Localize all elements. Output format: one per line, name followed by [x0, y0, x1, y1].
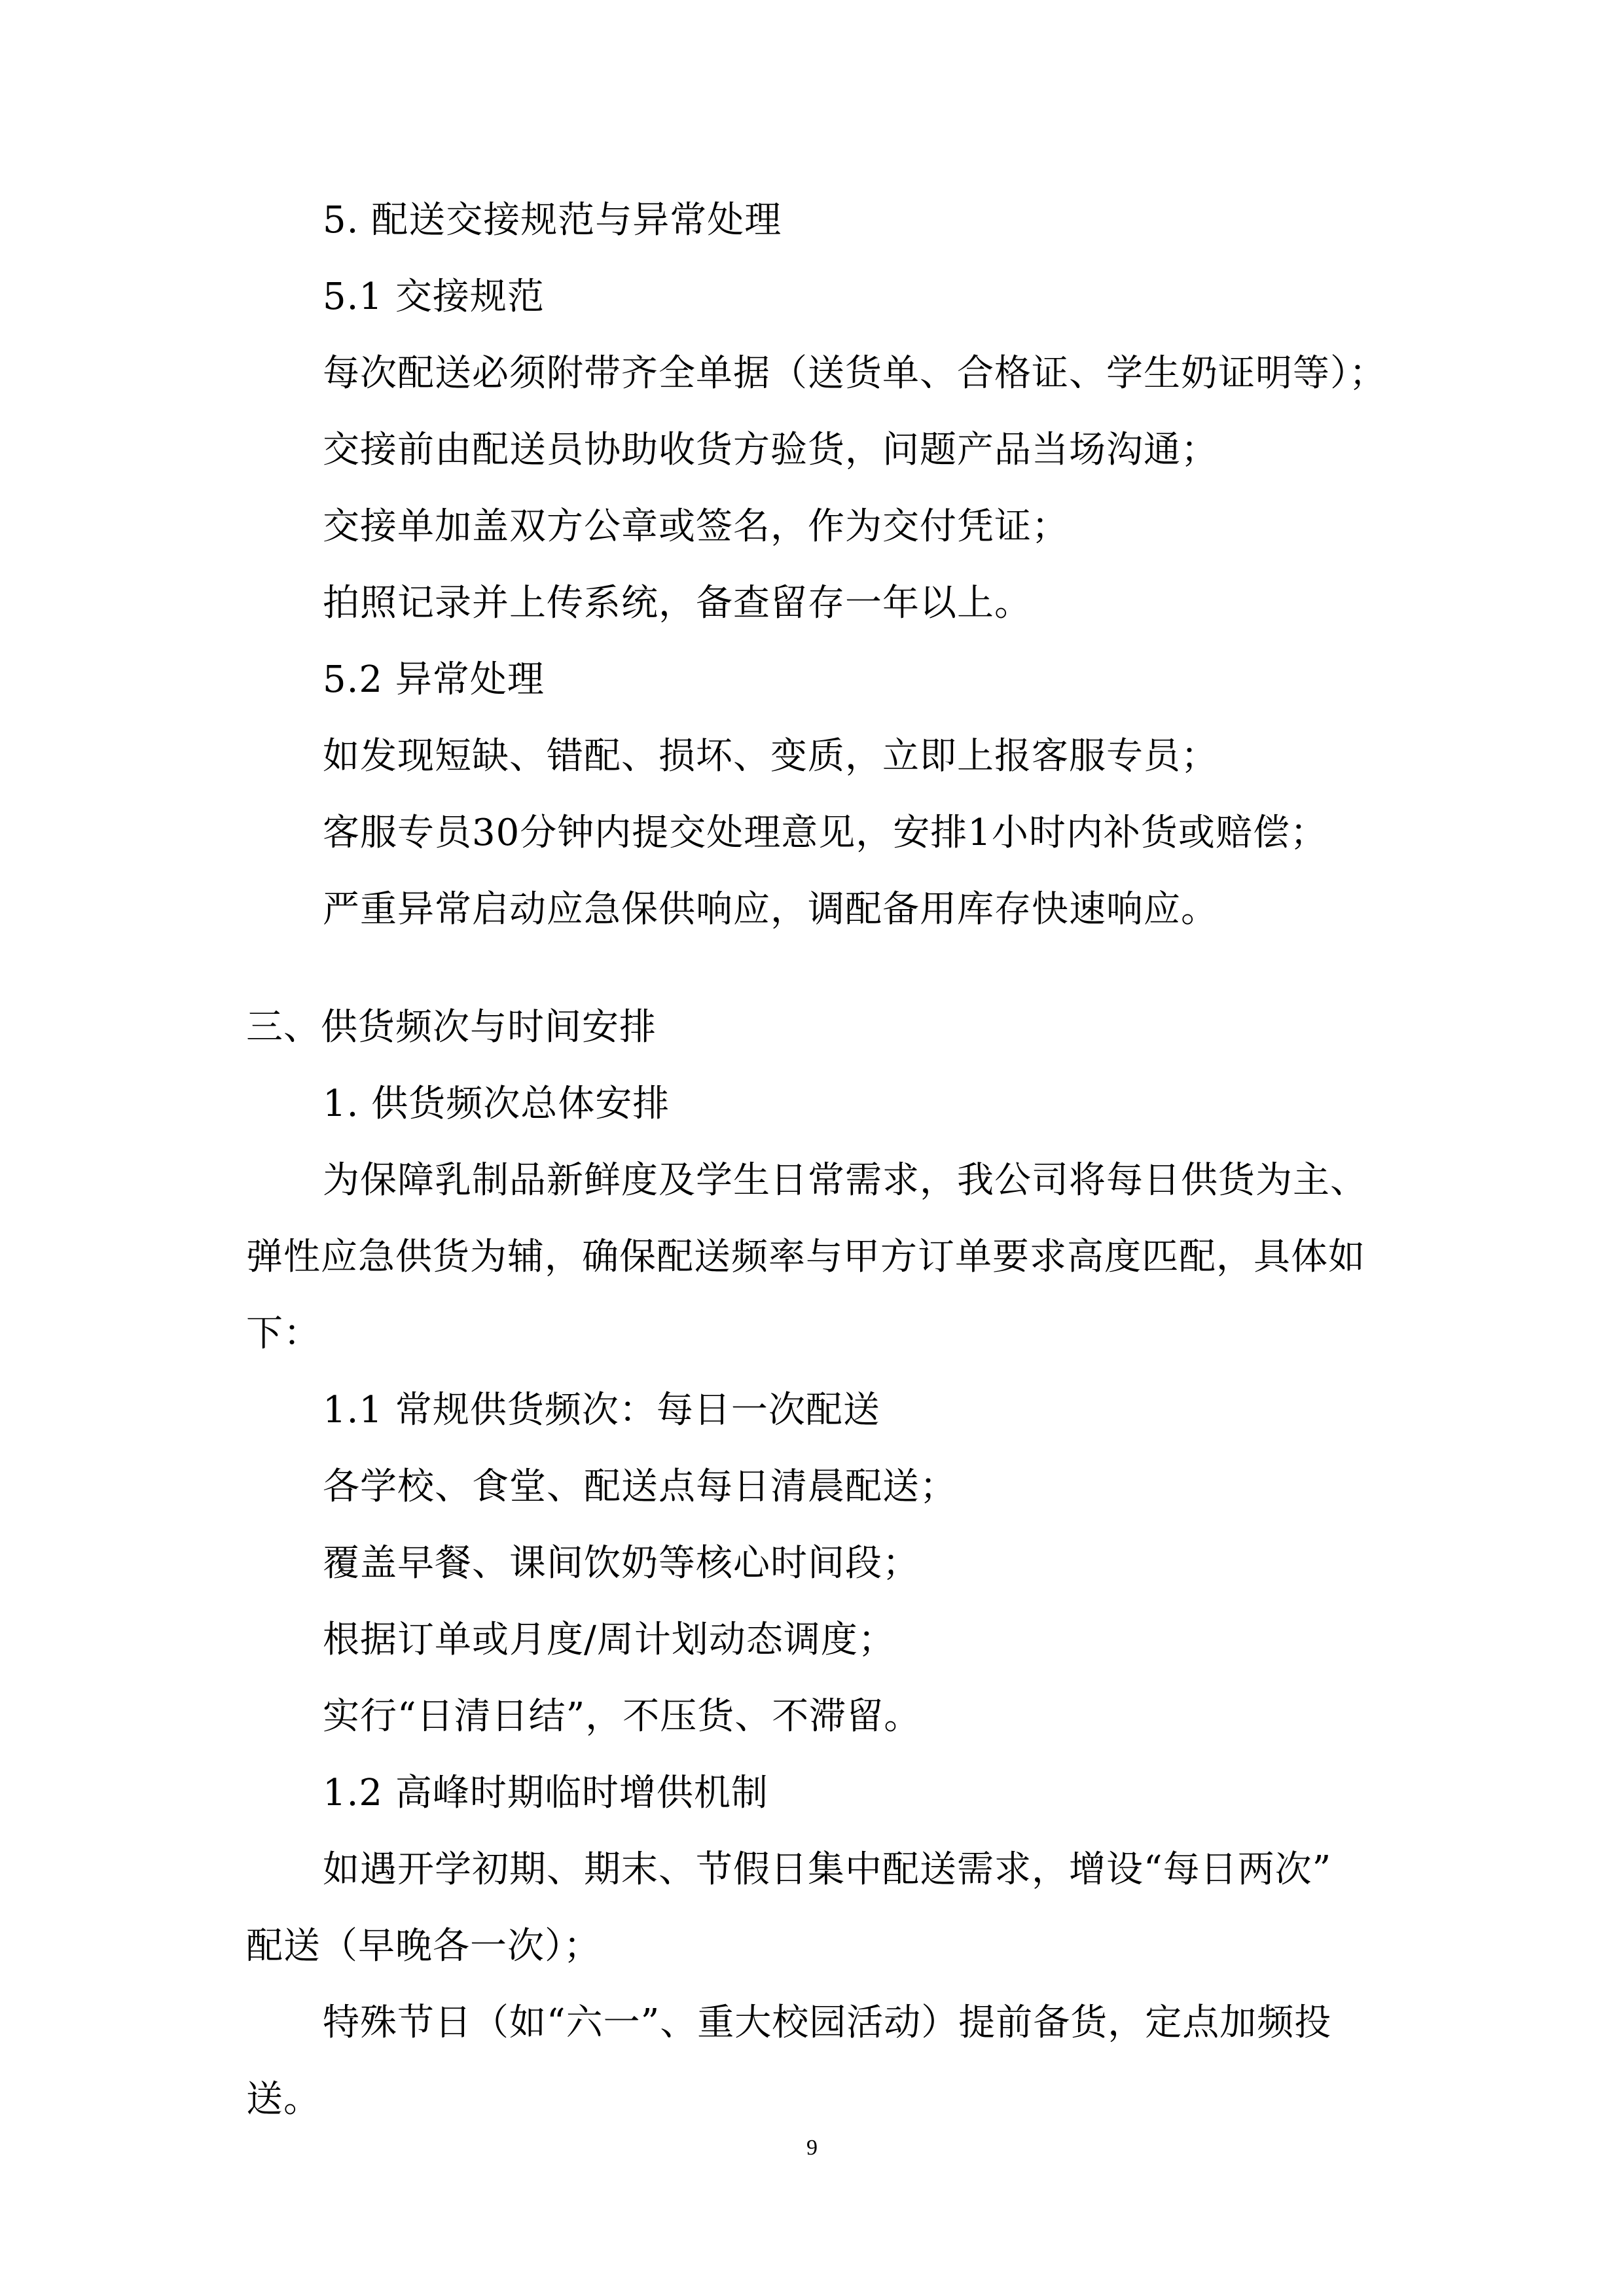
paragraph-line: 每次配送必须附带齐全单据（送货单、合格证、学生奶证明等）； — [323, 352, 1386, 395]
page-number: 9 — [806, 2136, 818, 2160]
paragraph-line: 下： — [246, 1312, 321, 1355]
paragraph-line: 送。 — [246, 2078, 321, 2121]
subsection-heading-1-1: 1.1 常规供货频次：每日一次配送 — [323, 1389, 880, 1431]
paragraph-line: 为保障乳制品新鲜度及学生日常需求，我公司将每日供货为主、 — [323, 1159, 1367, 1202]
paragraph-line: 弹性应急供货为辅，确保配送频率与甲方订单要求高度匹配，具体如 — [246, 1236, 1365, 1278]
subsection-heading-1-2: 1.2 高峰时期临时增供机制 — [323, 1772, 768, 1814]
paragraph-line: 实行“日清日结”，不压货、不滞留。 — [323, 1695, 922, 1738]
paragraph-line: 如遇开学初期、期末、节假日集中配送需求，增设“每日两次” — [323, 1848, 1332, 1891]
paragraph-line: 如发现短缺、错配、损坏、变质，立即上报客服专员； — [323, 735, 1218, 778]
section-heading-5: 5. 配送交接规范与异常处理 — [323, 199, 782, 242]
paragraph-line: 客服专员30分钟内提交处理意见，安排1小时内补货或赔偿； — [323, 812, 1327, 854]
paragraph-line: 严重异常启动应急保供响应，调配备用库存快速响应。 — [323, 888, 1218, 931]
paragraph-line: 交接前由配送员协助收货方验货，问题产品当场沟通； — [323, 429, 1218, 471]
paragraph-line: 交接单加盖双方公章或签名，作为交付凭证； — [323, 505, 1069, 548]
section-heading-1: 1. 供货频次总体安排 — [323, 1083, 670, 1125]
paragraph-line: 配送（早晚各一次）； — [246, 1925, 601, 1967]
paragraph-line: 拍照记录并上传系统，备查留存一年以上。 — [323, 582, 1032, 624]
paragraph-line: 特殊节日（如“六一”、重大校园活动）提前备货，定点加频投 — [323, 2001, 1332, 2044]
paragraph-line: 覆盖早餐、课间饮奶等核心时间段； — [323, 1542, 920, 1585]
paragraph-line: 各学校、食堂、配送点每日清晨配送； — [323, 1465, 957, 1508]
subsection-heading-5-2: 5.2 异常处理 — [323, 658, 545, 701]
chapter-heading-3: 三、供货频次与时间安排 — [246, 1006, 657, 1049]
paragraph-line: 根据订单或月度/周计划动态调度； — [323, 1619, 895, 1661]
subsection-heading-5-1: 5.1 交接规范 — [323, 276, 545, 318]
